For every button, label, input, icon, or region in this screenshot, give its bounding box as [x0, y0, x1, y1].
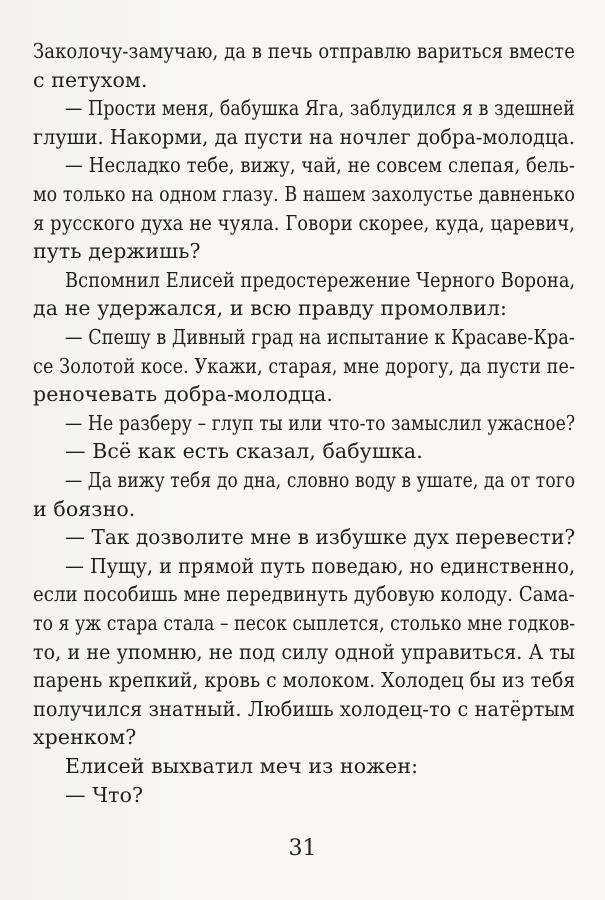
text-line: реночевать добра-молодца.: [33, 382, 333, 407]
text-line: с петухом.: [33, 67, 148, 92]
text-line: то, и не упомню, не под силу одной управиться. А ты: [33, 639, 576, 664]
text-line: мо только на одном глазу. В нашем захолустье давненько: [33, 182, 575, 206]
text-line: се Золотой косе. Укажи, старая, мне дорогу, да пусти пе-: [33, 353, 576, 378]
text-line: путь держишь?: [33, 239, 201, 264]
text-line: то я уж стара стала – песок сыплется, столько мне годков-: [33, 611, 576, 635]
text-line: парень крепкий, кровь с молоком. Холодец бы из тебя: [33, 668, 576, 693]
text-line: хренком?: [33, 725, 137, 750]
text-line: и боязно.: [33, 496, 136, 521]
text-line: Заколочу-замучаю, да в печь отправлю вариться вместе: [33, 39, 575, 63]
text-line: получился знатный. Любишь холодец-то с натёртым: [33, 696, 575, 721]
text-line: глуши. Накорми, да пусти на ночлег добра-молодца.: [33, 124, 576, 149]
text-line: — Не разберу – глуп ты или что-то замыслил ужасное?: [65, 410, 576, 435]
text-line: я русского духа не чуяла. Говори скорее, куда, царевич,: [33, 210, 575, 235]
text-line: если пособишь мне передвинуть дубовую колоду. Сама-: [33, 582, 575, 607]
text-line: Елисей выхватил меч из ножен:: [65, 754, 419, 778]
text-line: — Прости меня, бабушка Яга, заблудился я в здешней: [65, 96, 575, 121]
text-line: — Спешу в Дивный град на испытание к Красаве-Кра-: [65, 325, 575, 349]
text-line: — Всё как есть сказал, бабушка.: [65, 439, 423, 464]
text-line: — Что?: [65, 782, 144, 807]
text-line: — Да вижу тебя до дна, словно воду в ушате, да от того: [65, 468, 576, 492]
page-number: 31: [288, 836, 317, 861]
text-line: — Так дозволите мне в избушке дух перевести?: [65, 525, 576, 550]
text-line: — Несладко тебе, вижу, чай, не совсем слепая, бель-: [65, 153, 576, 178]
text-line: да не удержался, и всю правду промолвил:: [33, 296, 508, 321]
text-line: — Пущу, и прямой путь поведаю, но единственно,: [65, 553, 576, 578]
text-line: Вспомнил Елисей предостережение Черного Ворона,: [65, 267, 576, 292]
